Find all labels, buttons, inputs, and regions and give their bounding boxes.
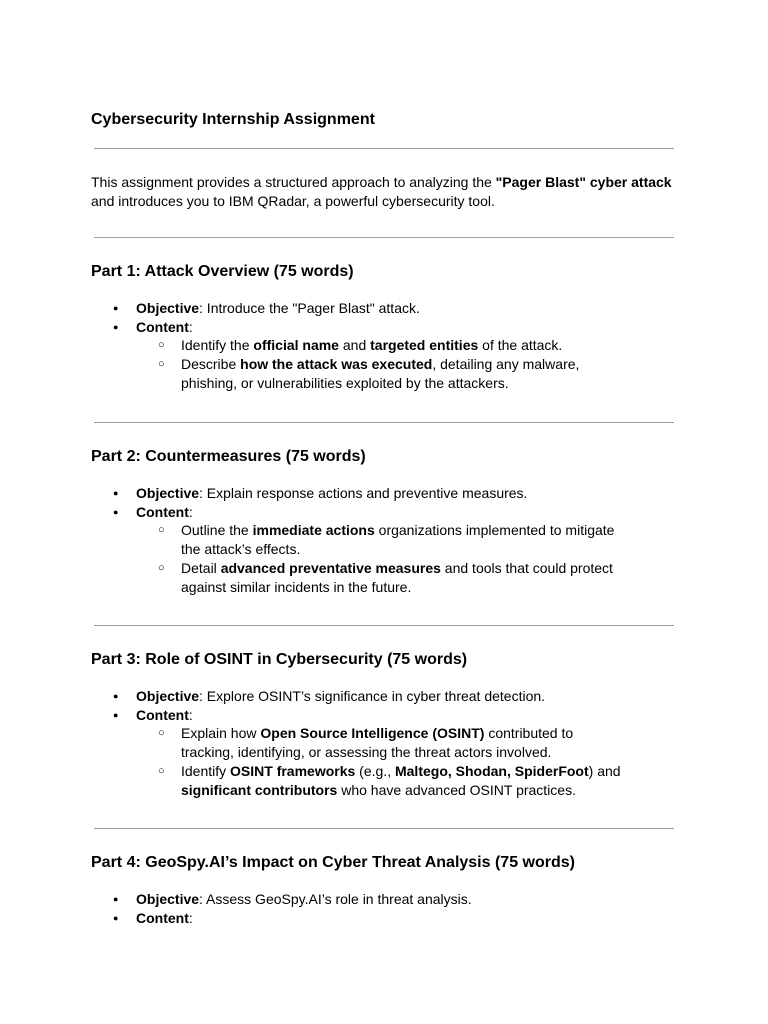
part2-content-item [91, 503, 691, 597]
content-label: Content [136, 503, 189, 520]
item-bold-text: OSINT frameworks [230, 762, 356, 779]
item-text: Describe [181, 356, 241, 373]
item-text: ) and [588, 762, 621, 779]
item-text: who have advanced OSINT practices. [337, 781, 576, 798]
part3-content-sublist [136, 724, 691, 799]
objective-text: : Explore OSINT’s significance in cyber threat detection. [199, 688, 546, 704]
item-bold-text: Open Source Intelligence (OSINT) [260, 725, 485, 742]
part1-objective-item [91, 299, 691, 318]
list-item [136, 521, 621, 558]
item-text: organizations implemented to mitigate the attack’s effects. [181, 522, 615, 558]
item-text: and [338, 337, 371, 354]
list-item [136, 336, 621, 355]
part3-heading: Part 3: Role of OSINT in Cybersecurity (75 words) [91, 651, 468, 668]
content-label: Content [136, 706, 189, 723]
item-bold-text: significant contributors [181, 781, 338, 798]
objective-text: : Introduce the "Pager Blast" attack. [199, 300, 420, 316]
part2-heading: Part 2: Countermeasures (75 words) [91, 448, 366, 465]
item-text: Explain how [181, 725, 261, 742]
item-text: , detailing any malware, phishing, or vulnerabilities exploited by the attackers. [181, 356, 580, 391]
part1-heading: Part 1: Attack Overview (75 words) [91, 263, 354, 280]
part1-content-item [91, 318, 691, 393]
item-bold-text: official name [253, 337, 339, 354]
item-bold-text: targeted entities [370, 337, 479, 354]
item-text: Outline the [181, 522, 253, 539]
horizontal-rule [94, 237, 674, 238]
intro-text: This assignment provides a structured approach to analyzing the [91, 174, 496, 190]
item-text: Detail [181, 559, 221, 576]
objective-label: Objective [136, 688, 200, 704]
part4-heading: Part 4: GeoSpy.AI’s Impact on Cyber Threat Analysis (75 words) [91, 854, 575, 871]
part3-content-item [91, 706, 691, 800]
horizontal-rule [94, 148, 674, 149]
part2-section [91, 447, 691, 596]
list-item [136, 762, 621, 799]
content-colon: : [188, 318, 193, 335]
part2-list [91, 484, 691, 596]
objective-text: : Explain response actions and preventive measures. [199, 485, 528, 501]
part4-content-item [91, 909, 691, 928]
part3-section [91, 650, 691, 799]
item-text: (e.g., [355, 762, 395, 779]
horizontal-rule [94, 422, 674, 423]
content-label: Content [136, 318, 189, 335]
content-colon: : [188, 909, 193, 926]
part3-list [91, 687, 691, 799]
part4-objective-item [91, 890, 691, 909]
part2-content-sublist [136, 521, 691, 596]
document-title: Cybersecurity Internship Assignment [91, 111, 375, 128]
item-text: contributed to tracking, identifying, or assessing the threat actors involved. [181, 725, 574, 761]
intro-bold-text: "Pager Blast" cyber attack [495, 174, 672, 190]
item-bold-text: immediate actions [252, 522, 375, 539]
objective-label: Objective [136, 300, 200, 316]
list-item [136, 559, 621, 596]
item-text: and tools that could protect against similar incidents in the future. [181, 559, 613, 595]
part1-content-sublist [136, 336, 691, 392]
list-item [136, 724, 621, 761]
objective-label: Objective [136, 485, 200, 501]
horizontal-rule [94, 828, 674, 829]
item-bold-text: how the attack was executed [240, 356, 433, 373]
intro-text: and introduces you to IBM QRadar, a powerful cybersecurity tool. [91, 192, 495, 209]
content-label: Content [136, 909, 189, 926]
content-colon: : [188, 706, 193, 723]
part1-section [91, 262, 691, 393]
item-text: of the attack. [478, 337, 563, 354]
part1-list [91, 299, 691, 393]
objective-label: Objective [136, 891, 200, 907]
intro-paragraph [91, 173, 691, 210]
part2-objective-item [91, 484, 691, 503]
content-colon: : [188, 503, 193, 520]
list-item [136, 355, 621, 392]
item-text: Identify [181, 762, 231, 779]
part4-section [91, 853, 691, 927]
objective-text: : Assess GeoSpy.AI’s role in threat analysis. [199, 891, 472, 907]
item-bold-text: Maltego, Shodan, SpiderFoot [394, 762, 589, 779]
part3-objective-item [91, 687, 691, 706]
horizontal-rule [94, 625, 674, 626]
item-text: Identify the [181, 337, 254, 354]
item-bold-text: advanced preventative measures [220, 559, 441, 576]
part4-list [91, 890, 691, 927]
